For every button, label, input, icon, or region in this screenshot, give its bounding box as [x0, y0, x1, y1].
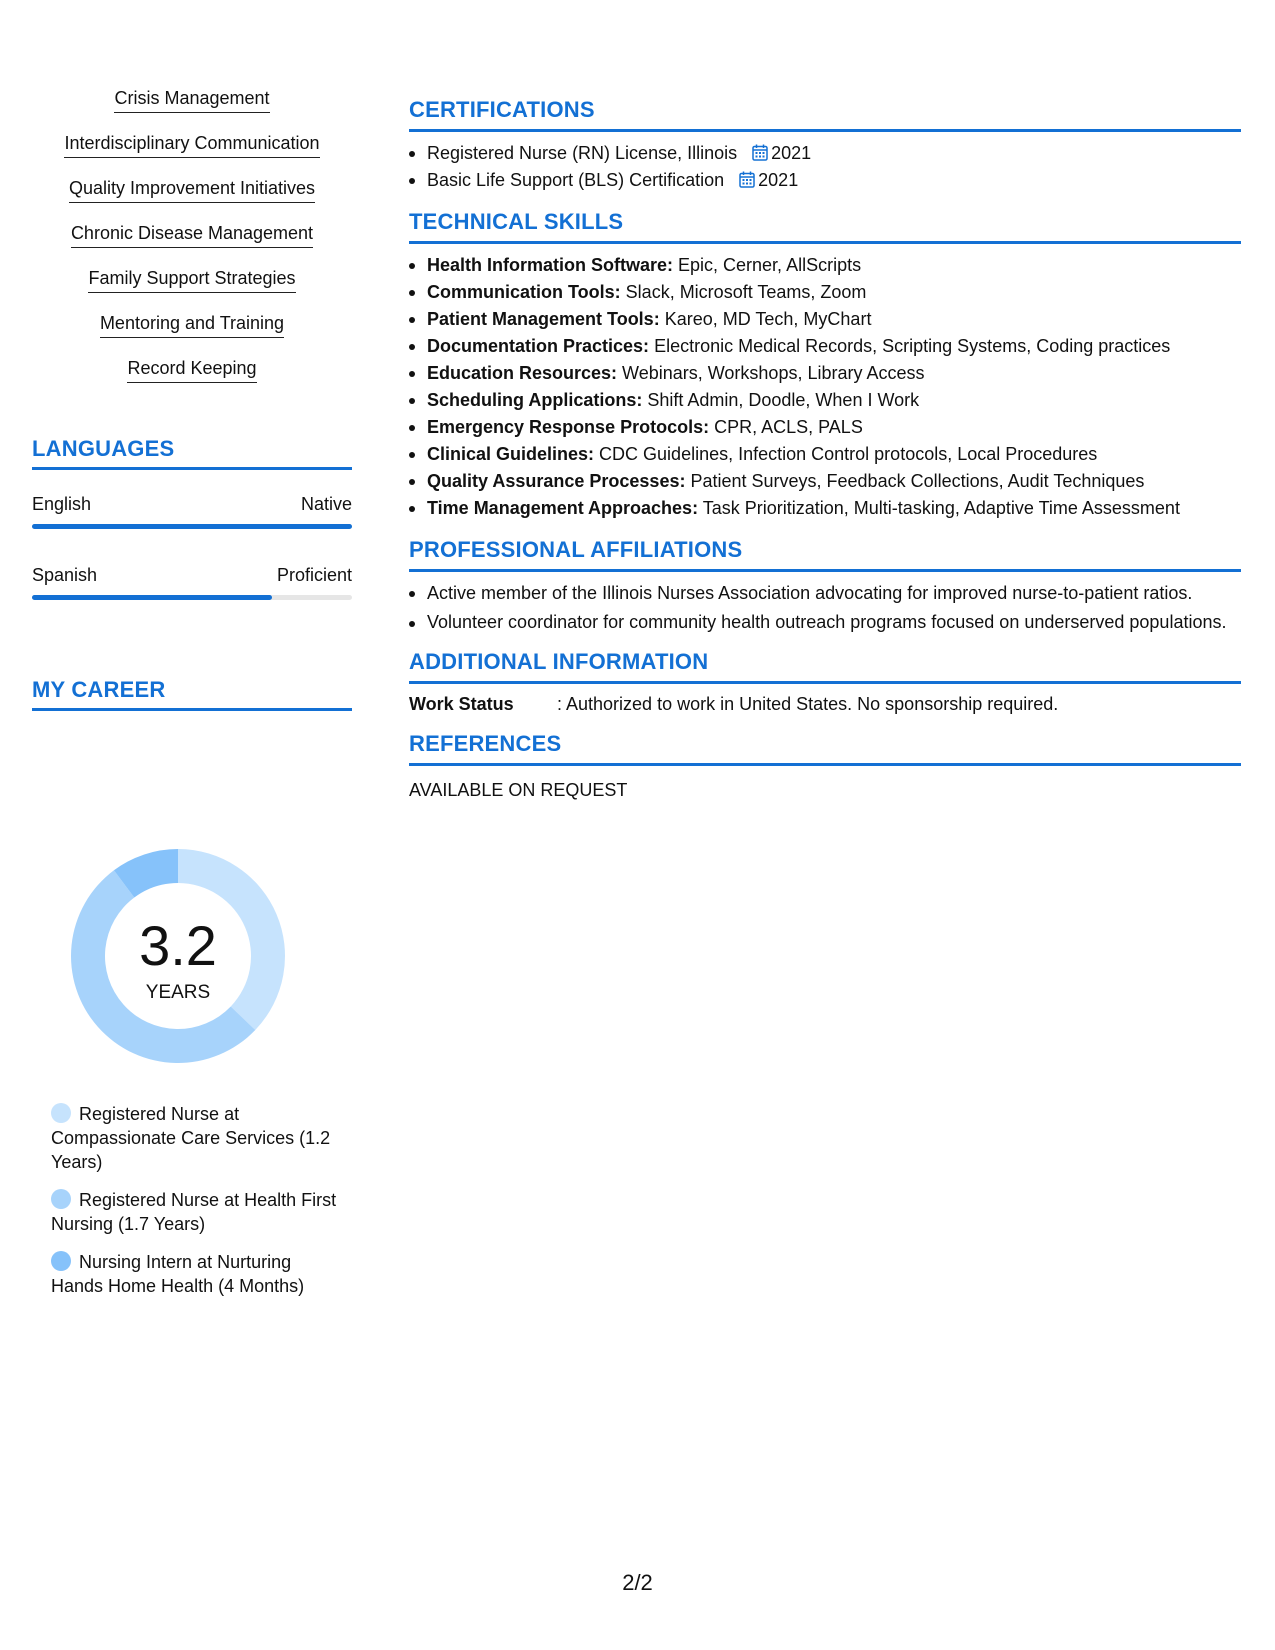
section-title-technical-skills: TECHNICAL SKILLS	[409, 209, 624, 234]
list-item	[409, 333, 1241, 360]
list-item	[32, 176, 352, 221]
section-divider	[409, 763, 1241, 766]
legend-label: Nursing Intern at Nurturing Hands Home Health (4 Months)	[51, 1252, 305, 1296]
career-section	[32, 676, 352, 1296]
references-text: AVAILABLE ON REQUEST	[409, 780, 628, 800]
certification-year: 2021	[771, 143, 812, 163]
legend-dot	[51, 1189, 71, 1209]
skill-label: Chronic Disease Management	[71, 221, 313, 248]
skill-category: Education Resources:	[427, 363, 618, 383]
work-status-value: : Authorized to work in United States. No sponsorship required.	[557, 694, 1059, 714]
section-divider	[409, 241, 1241, 244]
additional-info-section	[409, 648, 1241, 716]
language-progress-fill	[32, 595, 272, 600]
skill-label: Family Support Strategies	[88, 266, 295, 293]
list-item	[409, 167, 1241, 194]
certifications-section	[409, 96, 1241, 194]
list-item	[409, 495, 1241, 522]
legend-label: Registered Nurse at Compassionate Care Services (1.2 Years)	[51, 1104, 331, 1172]
page-number: 2/2	[622, 1570, 653, 1595]
section-title-additional: ADDITIONAL INFORMATION	[409, 649, 709, 674]
section-title-languages: LANGUAGES	[32, 436, 175, 461]
affiliations-section	[409, 536, 1241, 634]
list-item	[32, 311, 352, 356]
skill-category: Communication Tools:	[427, 282, 621, 302]
legend-label: Registered Nurse at Health First Nursing (1.7 Years)	[51, 1190, 337, 1234]
section-divider	[32, 467, 352, 470]
affiliation-text: Volunteer coordinator for community health outreach programs focused on underserved populations.	[427, 612, 1227, 632]
work-status-row	[409, 692, 1241, 716]
skill-values: CDC Guidelines, Infection Control protocols, Local Procedures	[594, 444, 1098, 464]
section-divider	[32, 708, 352, 711]
skill-values: Shift Admin, Doodle, When I Work	[642, 390, 920, 410]
skill-label: Quality Improvement Initiatives	[69, 176, 315, 203]
language-row	[32, 563, 352, 600]
list-item	[409, 414, 1241, 441]
skill-category: Patient Management Tools:	[427, 309, 660, 329]
language-progress-bar	[32, 524, 352, 529]
language-progress-fill	[32, 524, 352, 529]
skill-values: Slack, Microsoft Teams, Zoom	[620, 282, 867, 302]
list-item	[409, 580, 1241, 607]
skill-category: Documentation Practices:	[427, 336, 650, 356]
language-progress-bar	[32, 595, 352, 600]
certification-name: Basic Life Support (BLS) Certification	[427, 170, 725, 190]
skill-values: Kareo, MD Tech, MyChart	[659, 309, 872, 329]
skill-category: Clinical Guidelines:	[427, 444, 595, 464]
language-name: English	[32, 494, 92, 514]
section-title-career: MY CAREER	[32, 677, 166, 702]
list-item	[409, 360, 1241, 387]
section-divider	[409, 129, 1241, 132]
legend-dot	[51, 1103, 71, 1123]
legend-dot	[51, 1251, 71, 1271]
section-divider	[409, 569, 1241, 572]
languages-section	[32, 435, 352, 600]
list-item	[409, 140, 1241, 167]
career-total-unit: YEARS	[145, 982, 211, 1003]
references-section	[409, 730, 1241, 802]
career-donut-chart	[66, 844, 290, 1068]
skill-values: Patient Surveys, Feedback Collections, Audit Techniques	[685, 471, 1145, 491]
certification-name: Registered Nurse (RN) License, Illinois	[427, 143, 738, 163]
list-item	[409, 610, 1241, 634]
skill-label: Interdisciplinary Communication	[64, 131, 319, 158]
list-item	[32, 86, 352, 131]
language-row	[32, 492, 352, 529]
list-item	[32, 266, 352, 311]
skill-values: Epic, Cerner, AllScripts	[673, 255, 862, 275]
work-status-label: Work Status	[409, 694, 514, 714]
certifications-list	[409, 140, 1241, 194]
skill-label: Record Keeping	[127, 356, 256, 383]
list-item	[32, 131, 352, 176]
list-item	[409, 468, 1241, 495]
list-item	[32, 356, 352, 401]
list-item	[32, 221, 352, 266]
skill-category: Health Information Software:	[427, 255, 674, 275]
career-total-value: 3.2	[139, 914, 217, 977]
calendar-icon	[739, 171, 755, 188]
left-column	[32, 86, 352, 1296]
skill-values: CPR, ACLS, PALS	[709, 417, 863, 437]
affiliations-list	[409, 580, 1241, 634]
legend-item	[51, 1188, 341, 1236]
section-title-certifications: CERTIFICATIONS	[409, 97, 595, 122]
legend-item	[51, 1102, 341, 1174]
skill-label: Crisis Management	[114, 86, 269, 113]
list-item	[409, 252, 1241, 279]
technical-skills-list	[409, 252, 1241, 522]
section-title-references: REFERENCES	[409, 731, 562, 756]
section-divider	[409, 681, 1241, 684]
list-item	[409, 279, 1241, 306]
skill-values: Task Prioritization, Multi-tasking, Adaptive Time Assessment	[698, 498, 1180, 518]
language-name: Spanish	[32, 565, 98, 585]
skill-category: Time Management Approaches:	[427, 498, 699, 518]
certification-year: 2021	[758, 170, 799, 190]
skill-category: Emergency Response Protocols:	[427, 417, 710, 437]
legend-item	[51, 1250, 341, 1298]
skill-label: Mentoring and Training	[100, 311, 284, 338]
list-item	[409, 387, 1241, 414]
technical-skills-section	[409, 208, 1241, 522]
affiliation-text: Active member of the Illinois Nurses Association advocating for improved nurse-to-patient ratios.	[427, 583, 1193, 603]
list-item	[409, 306, 1241, 333]
skill-category: Quality Assurance Processes:	[427, 471, 686, 491]
calendar-icon	[752, 144, 768, 161]
section-title-affiliations: PROFESSIONAL AFFILIATIONS	[409, 537, 743, 562]
language-level: Proficient	[276, 565, 352, 585]
skill-values: Webinars, Workshops, Library Access	[617, 363, 925, 383]
skill-values: Electronic Medical Records, Scripting Systems, Coding practices	[649, 336, 1171, 356]
list-item	[409, 441, 1241, 468]
career-legend	[51, 1102, 341, 1312]
skills-list	[32, 86, 352, 401]
skill-category: Scheduling Applications:	[427, 390, 643, 410]
language-level: Native	[300, 494, 352, 514]
right-column	[409, 96, 1241, 802]
donut-center	[66, 844, 290, 1068]
